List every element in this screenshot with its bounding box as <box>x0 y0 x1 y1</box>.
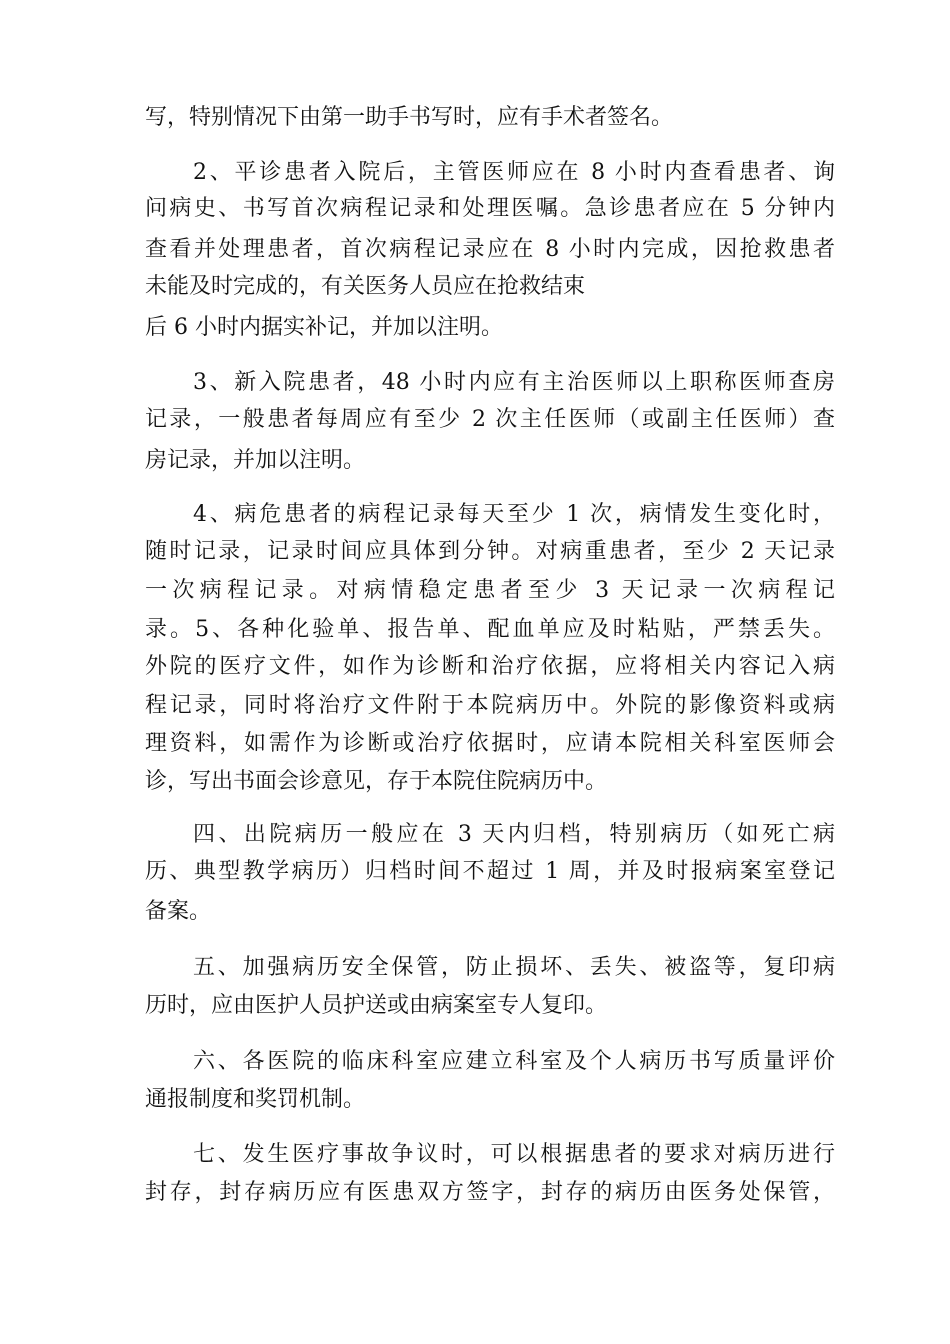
text-line: 程记录，同时将治疗文件附于本院病历中。外院的影像资料或病 <box>145 693 835 718</box>
text-line: 备案。 <box>145 899 212 924</box>
text-line: 房记录，并加以注明。 <box>145 448 366 473</box>
text-line: 随时记录，记录时间应具体到分钟。对病重患者，至少 2 天记录 <box>145 539 835 564</box>
text-line: 一次病程记录。对病情稳定患者至少 3 天记录一次病程记 <box>145 578 835 603</box>
text-line: 写，特别情况下由第一助手书写时，应有手术者签名。 <box>145 105 674 130</box>
text-line: 记录，一般患者每周应有至少 2 次主任医师（或副主任医师）查 <box>145 407 835 432</box>
text-line: 七、发生医疗事故争议时，可以根据患者的要求对病历进行 <box>193 1142 835 1167</box>
text-line: 外院的医疗文件，如作为诊断和治疗依据，应将相关内容记入病 <box>145 654 835 679</box>
text-line: 封存，封存病历应有医患双方签字，封存的病历由医务处保管， <box>145 1180 835 1205</box>
text-line: 查看并处理患者，首次病程记录应在 8 小时内完成，因抢救患者 <box>145 237 835 262</box>
text-line: 4、病危患者的病程记录每天至少 1 次，病情发生变化时， <box>193 502 835 527</box>
text-line: 历、典型教学病历）归档时间不超过 1 周，并及时报病案室登记 <box>145 859 835 884</box>
text-line: 问病史、书写首次病程记录和处理医嘱。急诊患者应在 5 分钟内 <box>145 196 835 221</box>
text-line: 2、平诊患者入院后，主管医师应在 8 小时内查看患者、询 <box>193 160 835 185</box>
text-line: 理资料，如需作为诊断或治疗依据时，应请本院相关科室医师会 <box>145 731 835 756</box>
text-line: 历时，应由医护人员护送或由病案室专人复印。 <box>145 993 608 1018</box>
text-line: 五、加强病历安全保管，防止损坏、丢失、被盗等，复印病 <box>193 955 835 980</box>
text-line: 未能及时完成的，有关医务人员应在抢救结束 <box>145 274 586 299</box>
text-line: 诊，写出书面会诊意见，存于本院住院病历中。 <box>145 769 608 794</box>
text-line: 录。5、各种化验单、报告单、配血单应及时粘贴，严禁丢失。 <box>145 617 835 642</box>
text-line: 六、各医院的临床科室应建立科室及个人病历书写质量评价 <box>193 1049 835 1074</box>
text-line: 3、新入院患者，48 小时内应有主治医师以上职称医师查房 <box>193 370 835 395</box>
text-line: 通报制度和奖罚机制。 <box>145 1087 366 1112</box>
text-line: 后 6 小时内据实补记，并加以注明。 <box>145 315 503 340</box>
text-line: 四、出院病历一般应在 3 天内归档，特别病历（如死亡病 <box>193 822 835 847</box>
